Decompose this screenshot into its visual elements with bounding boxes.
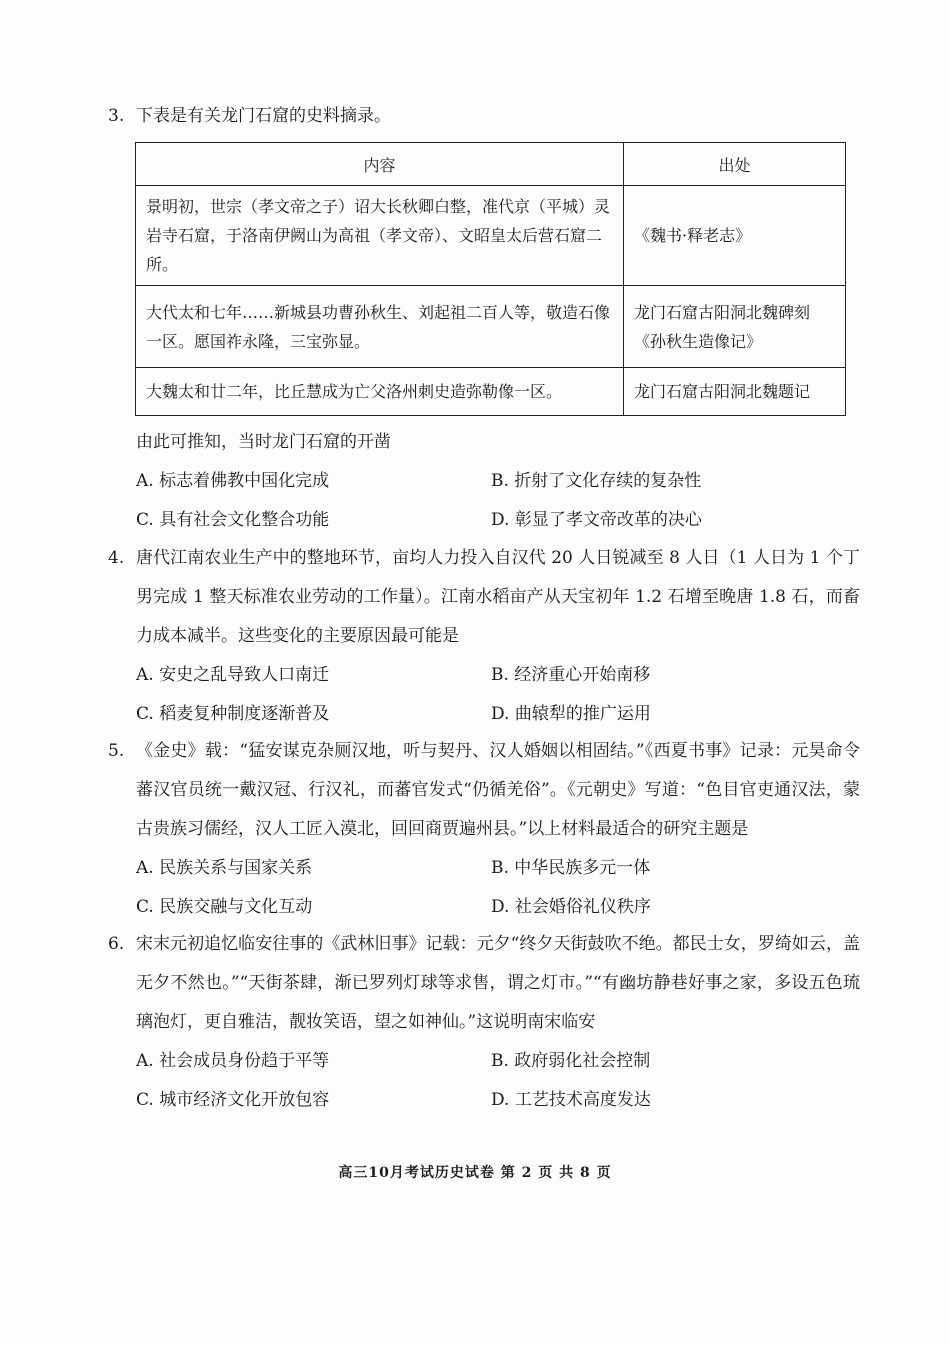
table-header-row bbox=[136, 143, 846, 186]
option-a[interactable]: A. 标志着佛教中国化完成 bbox=[136, 471, 330, 491]
question-stem: 唐代江南农业生产中的整地环节，亩均人力投入自汉代 20 人日锐减至 8 人日（1 人日为 1 个丁男完成 1 整天标准农业劳动的工作量）。江南水稻亩产从天宝初年 1.2 石增至晚唐 1.8 石，而畜力成本减半。这些变化的主要原因最可能是 bbox=[136, 548, 860, 646]
option-c[interactable]: C. 稻麦复种制度逐渐普及 bbox=[136, 704, 330, 724]
question-3 bbox=[108, 97, 860, 136]
question-6 bbox=[108, 925, 860, 1120]
question-3-options bbox=[108, 462, 860, 540]
option-b[interactable]: B. 政府弱化社会控制 bbox=[491, 1051, 651, 1071]
table-cell-source: 龙门石窟古阳洞北魏碑刻《孙秋生造像记》 bbox=[624, 286, 846, 368]
option-a[interactable]: A. 民族关系与国家关系 bbox=[136, 858, 313, 878]
option-d[interactable]: D. 工艺技术高度发达 bbox=[491, 1090, 651, 1110]
question-number: 3. bbox=[108, 106, 125, 126]
table-cell-source: 龙门石窟古阳洞北魏题记 bbox=[624, 368, 846, 416]
table-row bbox=[136, 368, 846, 416]
question-stem: 宋末元初追忆临安往事的《武林旧事》记载：元夕“终夕天街鼓吹不绝。都民士女，罗绮如云，盖无夕不然也。”“天街茶肆，渐已罗列灯球等求售，谓之灯市。”“有幽坊静巷好事之家，多设五色琉璃泡灯，更自雅洁，靓妆笑语，望之如神仙。”这说明南宋临安 bbox=[136, 934, 860, 1032]
option-a[interactable]: A. 安史之乱导致人口南迁 bbox=[136, 665, 330, 685]
question-stem: 《金史》载：“猛安谋克杂厕汉地，听与契丹、汉人婚姻以相固结。”《西夏书事》记录：元昊命令蕃汉官员统一戴汉冠、行汉礼，而蕃官发式“仍循羌俗”。《元朝史》写道：“色目官吏通汉法，蒙古贵族习儒经，汉人工匠入漠北，回回商贾遍州县。”以上材料最适合的研究主题是 bbox=[136, 741, 860, 839]
question-5 bbox=[108, 732, 860, 927]
question-number: 6. bbox=[108, 934, 125, 954]
question-stem: 下表是有关龙门石窟的史料摘录。 bbox=[136, 106, 391, 126]
option-c[interactable]: C. 具有社会文化整合功能 bbox=[136, 510, 330, 530]
option-d[interactable]: D. 社会婚俗礼仪秩序 bbox=[491, 897, 651, 917]
page-footer: 高三10月考试历史试卷 第 2 页 共 8 页 bbox=[338, 1165, 612, 1181]
option-d[interactable]: D. 彰显了孝文帝改革的决心 bbox=[491, 510, 702, 530]
question-prompt: 由此可推知，当时龙门石窟的开凿 bbox=[136, 432, 391, 452]
option-a[interactable]: A. 社会成员身份趋于平等 bbox=[136, 1051, 330, 1071]
table-row bbox=[136, 286, 846, 368]
table-cell-source: 《魏书·释老志》 bbox=[624, 186, 846, 286]
table-header-content: 内容 bbox=[136, 143, 624, 186]
option-d[interactable]: D. 曲辕犁的推广运用 bbox=[491, 704, 651, 724]
option-b[interactable]: B. 经济重心开始南移 bbox=[491, 665, 651, 685]
question-number: 5. bbox=[108, 741, 125, 761]
table-cell-content: 大代太和七年……新城县功曹孙秋生、刘起祖二百人等，敬造石像一区。愿国祚永隆，三宝弥显。 bbox=[136, 286, 624, 368]
option-c[interactable]: C. 民族交融与文化互动 bbox=[136, 897, 313, 917]
table-row bbox=[136, 186, 846, 286]
option-c[interactable]: C. 城市经济文化开放包容 bbox=[136, 1090, 330, 1110]
option-b[interactable]: B. 折射了文化存续的复杂性 bbox=[491, 471, 702, 491]
table-cell-content: 景明初，世宗（孝文帝之子）诏大长秋卿白整，准代京（平城）灵岩寺石窟，于洛南伊阙山为高祖（孝文帝）、文昭皇太后营石窟二所。 bbox=[136, 186, 624, 286]
table-cell-content: 大魏太和廿二年，比丘慧成为亡父洛州刺史造弥勒像一区。 bbox=[136, 368, 624, 416]
question-4 bbox=[108, 539, 860, 734]
table-header-source: 出处 bbox=[624, 143, 846, 186]
option-b[interactable]: B. 中华民族多元一体 bbox=[491, 858, 651, 878]
question-number: 4. bbox=[108, 548, 125, 568]
source-table bbox=[135, 142, 846, 416]
